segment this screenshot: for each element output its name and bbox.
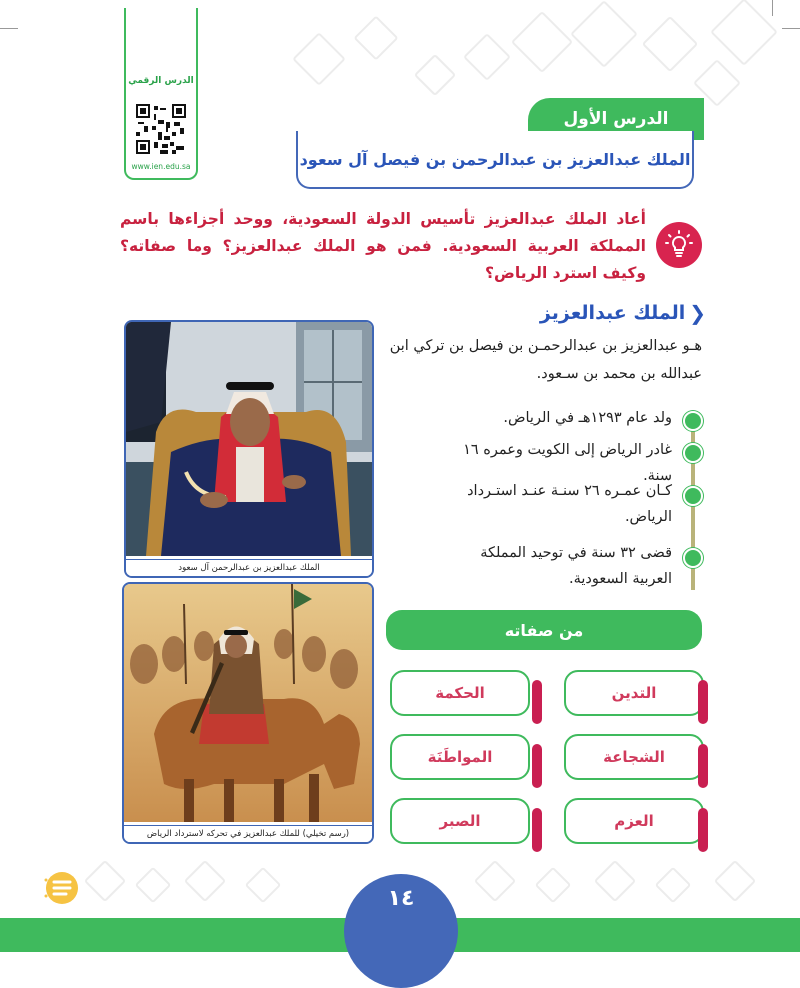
trait-tab: [698, 744, 708, 788]
trait-card: العزم: [564, 798, 704, 844]
lesson-title: الملك عبدالعزيز بن عبدالرحمن بن فيصل آل سعود: [296, 131, 694, 189]
traits-header: من صفاته: [386, 610, 702, 650]
qr-url[interactable]: www.ien.edu.sa: [131, 162, 191, 171]
section-heading-text: الملك عبدالعزيز: [539, 302, 686, 324]
timeline-item: غادر الرياض إلى الكويت وعمره ١٦ سنة.: [463, 442, 672, 484]
trait-card: المواطَنَة: [390, 734, 530, 780]
trait-tab: [532, 680, 542, 724]
trait-card: الصبر: [390, 798, 530, 844]
camel-painting-image: [124, 584, 372, 822]
timeline-dot: [683, 411, 703, 431]
lesson-tag: الدرس الأول: [528, 98, 704, 140]
digital-lesson-label: الدرس الرقمي: [128, 76, 194, 86]
trait-tab: [698, 680, 708, 724]
portrait-caption: الملك عبدالعزيز بن عبدالرحمن آل سعود: [126, 559, 372, 576]
bio-text: هـو عبدالعزيز بن عبدالرحمـن بن فيصل بن تركي ابن عبدالله بن محمد بن سـعود.: [389, 338, 702, 382]
portrait-image: [126, 322, 372, 556]
timeline-dot: [683, 486, 703, 506]
trait-tab: [532, 808, 542, 852]
timeline-item: كـان عمـره ٢٦ سنـة عنـد استـرداد الرياض.: [467, 483, 672, 525]
trait-card: الشجاعة: [564, 734, 704, 780]
timeline-item: قضى ٣٢ سنة في توحيد المملكة العربية السعودية.: [480, 545, 672, 587]
timeline-dot: [683, 548, 703, 568]
camel-painting: [122, 582, 374, 844]
digital-lesson-card[interactable]: [124, 8, 198, 180]
page-number: [344, 874, 458, 988]
timeline-dot: [683, 443, 703, 463]
page-number-text: ١٤: [387, 886, 415, 911]
camel-caption: (رسم تخيلي) للملك عبدالعزيز في تحركه لاسترداد الرياض: [124, 825, 372, 842]
trait-card: الحكمة: [390, 670, 530, 716]
portrait-photo: [124, 320, 374, 578]
trait-tab: [698, 808, 708, 852]
intro-question: أعاد الملك عبدالعزيز تأسيس الدولة السعودية، ووحد أجزاءها باسم المملكة العربية السعودية. فمن هو الملك عبدالعزيز؟ وما صفاته؟ وكيف استرد الرياض؟: [120, 210, 646, 282]
timeline-item: ولد عام ١٢٩٣هـ في الرياض.: [503, 410, 672, 426]
brand-logo-icon: [40, 866, 84, 910]
crop-mark: [782, 28, 800, 29]
trait-tab: [532, 744, 542, 788]
crop-mark: [772, 0, 773, 16]
lightbulb-icon: [656, 222, 702, 268]
qr-code-icon[interactable]: [136, 104, 186, 154]
chevron-left-icon: ❮: [689, 301, 706, 325]
trait-card: التدين: [564, 670, 704, 716]
section-heading: [480, 300, 706, 326]
crop-mark: [0, 28, 18, 29]
